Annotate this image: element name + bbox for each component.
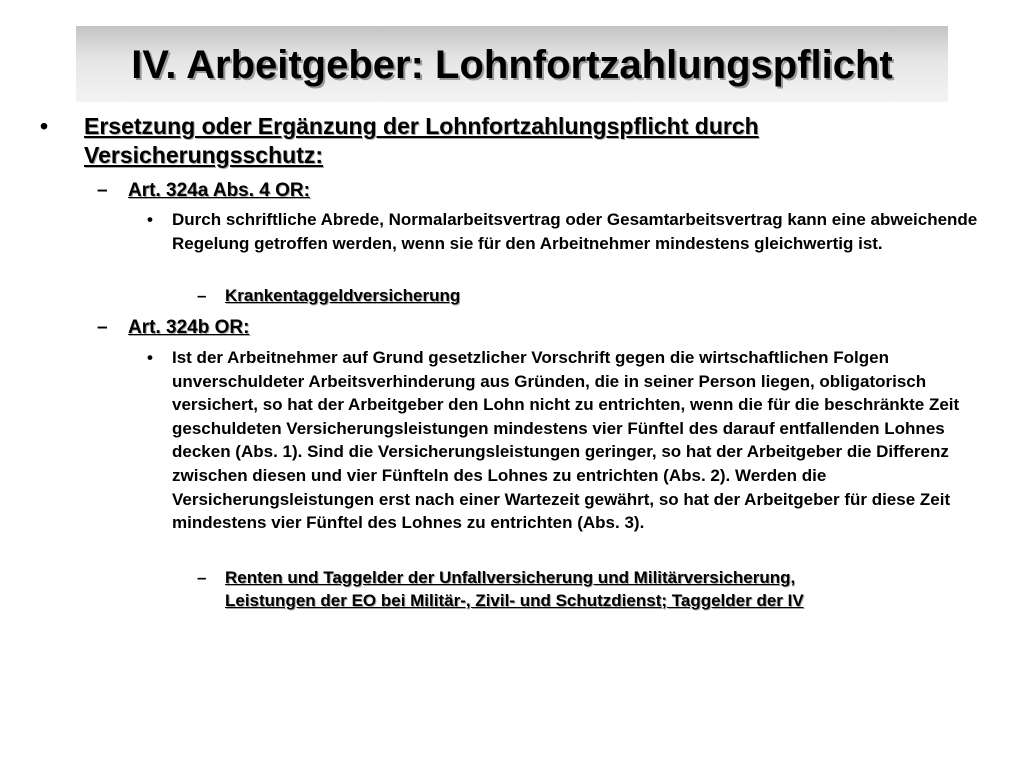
dash-marker-small: –: [197, 286, 207, 305]
art-324a-sub: Krankentaggeldversicherung: [225, 286, 461, 305]
title-banner: [76, 26, 948, 102]
art-324a-text: Durch schriftliche Abrede, Normalarbeitsvertrag oder Gesamtarbeitsvertrag kann eine abweichende Regelung getroffen werden, wenn sie für den Arbeitnehmer mindestens gleichwertig ist.: [172, 210, 978, 253]
dash-marker: –: [97, 317, 108, 338]
art-324b-text: Ist der Arbeitnehmer auf Grund gesetzlicher Vorschrift gegen die wirtschaftlichen Folgen unverschuldeter Arbeitsverhinderung aus Gründen, die in seiner Person liegen, obligatorisch versichert, so hat der Arbeitgeber den Lohn nicht zu entrichten, wenn die für die beschränkte Zeit geschuldeten Versicherungsleistungen mindestens vier Fünftel des darauf entfallenden Lohnes decken (Abs. 1). Sind die Versicherungsleistungen geringer, so hat der Arbeitgeber die Differenz zwischen diesen und vier Fünfteln des Lohnes zu entrichten (Abs. 2). Werden die Versicherungsleistungen erst nach einer Wartezeit gewährt, so hat der Arbeitgeber für diese Zeit mindestens vier Fünftel des Lohnes zu entrichten (Abs. 3).: [172, 348, 960, 533]
dash-marker: –: [97, 180, 108, 201]
dash-marker-small: –: [197, 568, 207, 587]
main-point-line-2: Versicherungsschutz:: [84, 142, 324, 168]
slide-title: IV. Arbeitgeber: Lohnfortzahlungspflicht: [131, 42, 893, 87]
art-324b-heading: Art. 324b OR:: [128, 317, 250, 338]
main-point-line-1: Ersetzung oder Ergänzung der Lohnfortzahlungspflicht durch: [84, 113, 759, 139]
art-324a-heading: Art. 324a Abs. 4 OR:: [128, 180, 310, 201]
bullet-marker: •: [40, 113, 49, 139]
art-324b-sub-line-2: Leistungen der EO bei Militär-, Zivil- und Schutzdienst; Taggelder der IV: [225, 591, 804, 610]
bullet-marker-small: •: [147, 210, 153, 229]
bullet-marker-small: •: [147, 348, 153, 367]
art-324b-sub-line-1: Renten und Taggelder der Unfallversicherung und Militärversicherung,: [225, 568, 796, 587]
